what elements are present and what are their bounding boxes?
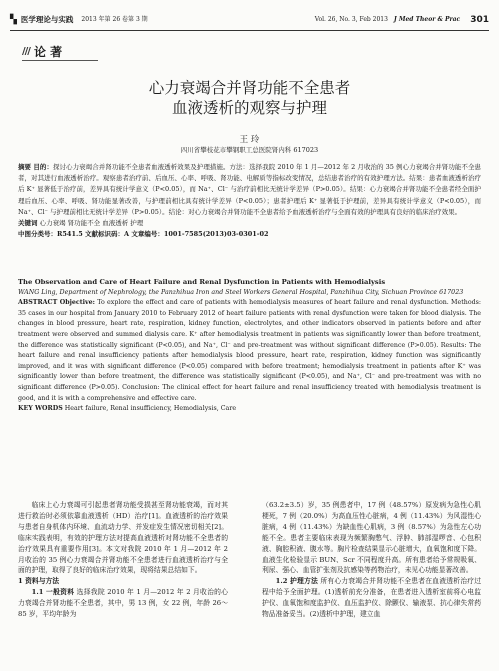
english-abstract — [18, 277, 481, 415]
english-authors: WANG Ling, Department of Nephrology, the Panzhihua Iron and Steel Workers General Hospital, Panzhihua City, Sichuan Province 617023 — [18, 288, 464, 296]
title-line-1: 心力衰竭合并肾功能不全患者 — [148, 79, 351, 97]
en-abstract-label: ABSTRACT Objective: — [18, 299, 96, 307]
heading-nursing-methods: 1.2 护理方法 — [275, 577, 318, 586]
journal-logo-icon: ▚ — [10, 15, 17, 25]
section-mark-icon: /// — [22, 46, 30, 57]
chinese-abstract — [18, 162, 481, 240]
author-affiliation: 四川省攀枝花市攀钢职工总医院肾内科 617023 — [180, 146, 319, 154]
journal-name-en: J Med Theor & Prac — [393, 16, 461, 23]
journal-name: 医学理论与实践 — [20, 15, 74, 24]
zh-abstract-text: 探讨心力衰竭合并肾功能不全患者血液透析效果及护理措施。方法：选择我院 2010 年 1 月—2012 年 2 月收治的 35 例心力衰竭合并肾功能不全患者，对其进行血液透析治疗。观察患者治疗前、后血压、心率、呼吸、肾功能、电解质等指标改变情况，总结患者治疗的有效护理方法。结果：患者血液透析治疗后 K⁺ 显著低于治疗前，差异具有统计学意义（P<0.05），而 Na⁺、Cl⁻ 与治疗前相比无统计学差异（P>0.05）。结果：心力衰竭合并肾功能不全患者经全面护理后血压、心率、呼吸、肾功能显著改善，与护理前相比具有统计学差异（P<0.05）；患者护理后 K⁺ 显著低于护理前，差异具有统计学意义（P<0.05），而 Na⁺、Cl⁻ 与护理前相比无统计学差异（P>0.05）。结论：对心力衰竭合并肾功能不全患者给予血液透析治疗与全面有效的护理具有良好的临床治疗效果。 — [18, 163, 481, 216]
en-keywords-label: KEY WORDS — [18, 405, 63, 413]
body-column-right — [262, 500, 481, 620]
section-tag-label: 论 著 — [33, 45, 63, 59]
patient-data-paragraph: （63.2±3.5）岁，35 例患者中，17 例（48.57%）原发病为急性心肌梗死，7 例（20.0%）为高血压性心脏病，4 例（11.43%）为风湿性心脏病，4 例（11.43%）为缺血性心肌病，3 例（8.57%）为急性左心功能不全。患者主要临床表现为频繁胸憋气、浮肿、肺部湿啰音、心包积液、胸腔积液、腹水等。胸片检查结果显示心脏增大，血氧饱和度下降。血液生化检验显示 BUN、Scr 不同程度升高。所有患者给予常规吸氧、利尿、强心、血管扩张剂及抗感染等药物治疗，未见心功能显著改善。 — [262, 501, 481, 575]
intro-paragraph: 临床上心力衰竭可引起患者肾功能受损甚至肾功能衰竭，而对其进行救治时必须依靠血液透析（HD）治疗[1]。血液透析的治疗效果与患者自身机体内环境、血流动力学、并发症发生情况密切相关[2]。临床实践表明，有效的护理方法对提高血液透析对肾功能不全患者的治疗效果具有重要作用[3]。本文对我院 2010 年 1 月—2012 年 2 月收治的 35 例心力衰竭合并肾功能不全患者进行血液透析治疗与全面的护理，取得了良好的临床治疗效果，现将结果总结如下。 — [18, 501, 228, 575]
issue-info: 2013 年第 26 卷第 3 期 — [81, 16, 148, 23]
zh-keywords-label: 关键词 — [18, 219, 38, 228]
section-tag — [22, 43, 62, 60]
nursing-methods-paragraph: 所有心力衰竭合并肾功能不全患者在血液透析治疗过程中给予全面护理。(1)透析前充分准备，在患者进入透析室前将心电监护仪、血氧饱和度监护仪、血压监护仪、除颤仪、输液泵、抗心律失常药物品准备妥当。(2)透析中护理，建立血 — [262, 577, 481, 619]
section-underline — [22, 60, 98, 61]
page-number: 301 — [470, 15, 489, 25]
body-column-left — [18, 500, 228, 620]
general-data-paragraph: 选择我院 2010 年 1 月—2012 年 2 月收治的心力衰竭合并肾功能不全患者，其中，男 13 例，女 22 例，年龄 26～85 岁，平均年龄为 — [18, 588, 228, 619]
author-name: 王 玲 — [239, 135, 260, 145]
volume-info: Vol. 26, No. 3, Feb 2013 — [314, 16, 388, 23]
article-title — [0, 78, 499, 118]
en-keywords: Heart failure, Renal insufficiency, Hemodialysis, Care — [64, 405, 237, 413]
classification-line: 中图分类号：R541.5 文献标识码：A 文章编号：1001-7585(2013)03-0301-02 — [18, 230, 269, 239]
journal-header — [10, 10, 489, 31]
zh-keywords: 心力衰竭 肾功能不全 血液透析 护理 — [39, 219, 144, 228]
english-title: The Observation and Care of Heart Failure and Renal Dysfunction in Patients with Hemodialysis — [18, 278, 386, 286]
heading-materials-methods: 1 资料与方法 — [18, 577, 60, 586]
zh-abstract-label: 摘要 目的： — [18, 163, 53, 171]
en-abstract-text: To explore the effect and care of patients with hemodialysis measures of heart failure and renal dysfunction. Methods: 35 cases in our hospital from January 2010 to February 2012 of heart failure patients with renal dysfunction were taken for blood dialysis. The changes in blood pressure, heart rate, respiration, kidney function, electrolytes, and other indicators observed in patients before and after treatment were observed and summed dialysis care. K⁺ after hemodialysis treatment in patients was significantly lower than before treatment, the difference was statistically significant (P<0.05), and Na⁺, Cl⁻ and pre-treatment was without significant difference (P>0.05). Results: The heart failure and renal insufficiency patients after hemodialysis blood pressure, heart rate, respiration, kidney function was significantly improved, and it was with significant difference (P<0.05) compared with before treatment; hemodialysis treatment in patients after K⁺ was significantly lower than before treatment, the difference was statistically significant (P<0.05), and Na⁺, Cl⁻ and pre-treatment was with no significant difference (P>0.05). Conclusion: The clinical effect for heart failure and renal insufficiency treated with hemodialysis treatment is good, and it is with a comprehensive and effective care. — [18, 299, 481, 402]
heading-general-data: 1.1 一般资料 — [31, 588, 75, 597]
title-line-2: 血液透析的观察与护理 — [171, 99, 327, 117]
